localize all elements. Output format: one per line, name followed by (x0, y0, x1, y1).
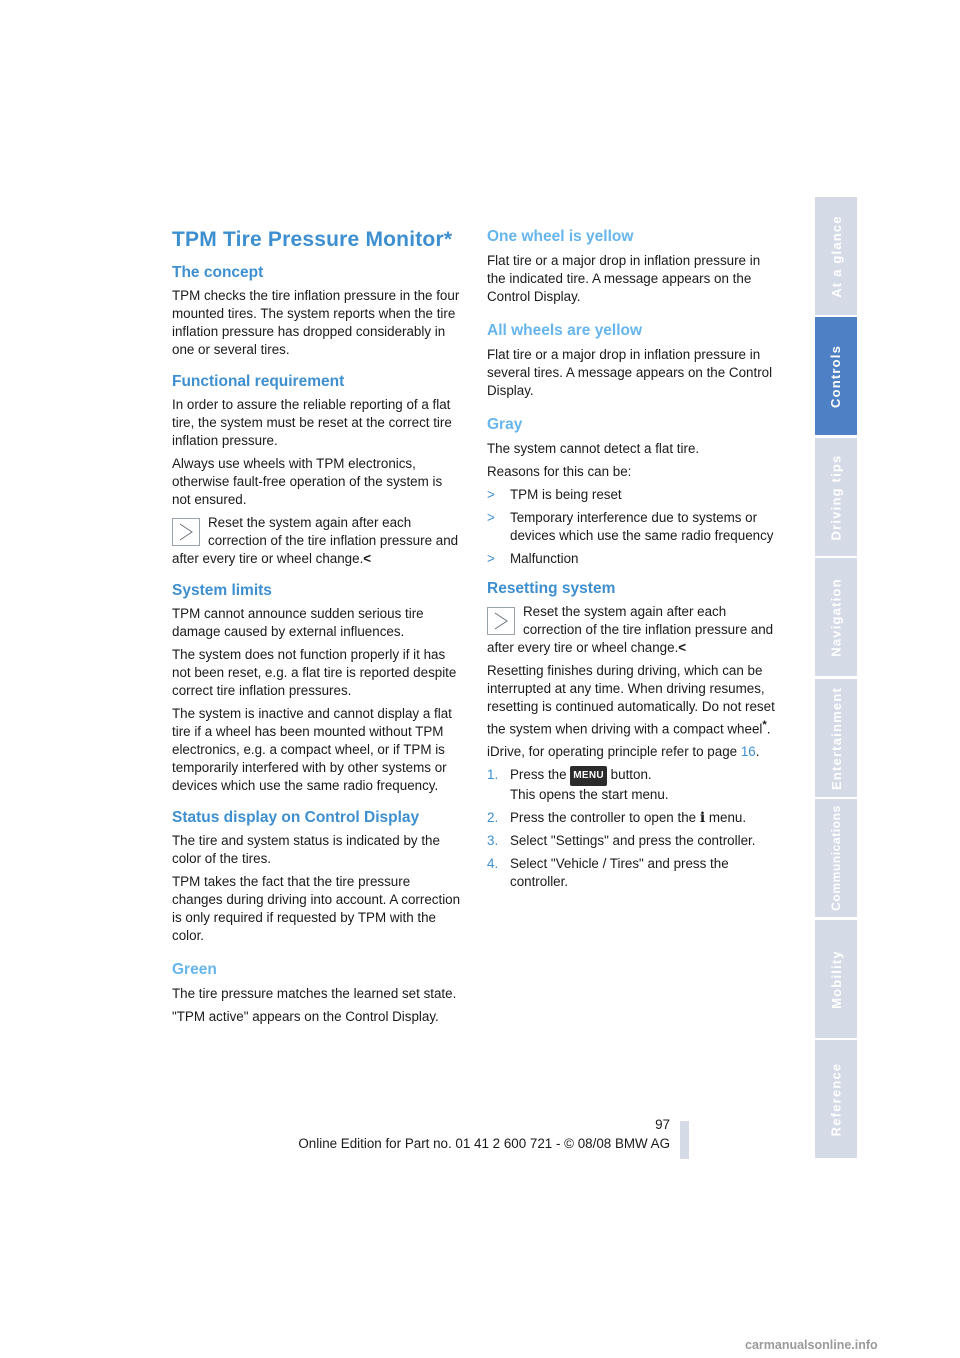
functional-note-text: Reset the system again after each correction of the tire inflation pressure and after every tire or wheel change. (172, 515, 459, 566)
tab-driving-tips[interactable]: Driving tips (815, 438, 857, 556)
gray-paragraph-1: The system cannot detect a flat tire. (487, 441, 700, 456)
idrive-reference: iDrive, for operating principle refer to page 16. (487, 744, 760, 760)
right-column (487, 228, 779, 896)
concept-text: TPM checks the tire inflation pressure in the four mounted tires. The system reports when the tire inflation pressure has dropped considerably in one or several tires. (172, 288, 460, 357)
tab-communications[interactable]: Communications (815, 799, 857, 917)
reset-note-text: Reset the system again after each correction of the tire inflation pressure and after every tire or wheel change. (487, 604, 774, 655)
functional-note (172, 514, 464, 568)
one-yellow-text: Flat tire or a major drop in inflation pressure in the indicated tire. A message appears on the Control Display. (487, 253, 761, 304)
functional-paragraph-1: In order to assure the reliable reporting of a flat tire, the system must be reset at the correct tire inflation pressure. (172, 397, 452, 448)
bullet-marker: > (487, 551, 495, 566)
one-yellow-heading: One wheel is yellow (487, 228, 634, 245)
bullet-marker: > (487, 510, 495, 525)
info-icon: i (699, 810, 706, 827)
optional-equipment-star: * (762, 719, 767, 731)
reset-steps (487, 766, 779, 891)
all-yellow-heading: All wheels are yellow (487, 322, 643, 339)
tab-navigation[interactable]: Navigation (815, 558, 857, 676)
left-column (172, 228, 464, 1031)
watermark: carmanualsonline.info (745, 1338, 878, 1352)
step-item: 4. Select "Vehicle / Tires" and press the controller. (487, 856, 729, 890)
green-heading: Green (172, 961, 217, 978)
reset-heading: Resetting system (487, 580, 616, 597)
reset-note (487, 603, 779, 657)
note-arrow-icon (172, 518, 200, 546)
footer-bar (680, 1121, 689, 1159)
footer-text: Online Edition for Part no. 01 41 2 600 721 - © 08/08 BMW AG (298, 1136, 670, 1151)
status-heading: Status display on Control Display (172, 809, 420, 826)
list-item: > Temporary interference due to systems or devices which use the same radio frequency (487, 510, 774, 543)
limits-heading: System limits (172, 582, 272, 599)
all-yellow-text: Flat tire or a major drop in inflation pressure in several tires. A message appears on the Control Display. (487, 347, 773, 398)
list-item: > Malfunction (487, 551, 579, 566)
page-title: TPM Tire Pressure Monitor* (172, 228, 453, 251)
green-paragraph-1: The tire pressure matches the learned set state. (172, 986, 457, 1001)
page-link[interactable]: 16 (740, 744, 756, 760)
functional-heading: Functional requirement (172, 373, 345, 390)
tab-controls[interactable]: Controls (815, 317, 857, 435)
list-item: > TPM is being reset (487, 487, 622, 502)
step-item: 1. Press the MENU button. This opens the start menu. (487, 767, 669, 803)
reset-paragraph: Resetting finishes during driving, which can be interrupted at any time. When driving resumes, resetting is continued automatically. Do not reset the system when driving with a compact wheel*. (487, 663, 775, 737)
step-item: 2. Press the controller to open the i menu. (487, 810, 747, 827)
note-end-mark: < (363, 551, 372, 566)
menu-button-icon: MENU (570, 766, 607, 786)
page-number: 97 (655, 1117, 670, 1132)
step-item: 3. Select "Settings" and press the controller. (487, 833, 756, 849)
tab-entertainment[interactable]: Entertainment (815, 679, 857, 797)
green-paragraph-2: "TPM active" appears on the Control Display. (172, 1009, 439, 1024)
gray-heading: Gray (487, 416, 523, 433)
tab-at-a-glance[interactable]: At a glance (815, 197, 857, 315)
note-arrow-icon (487, 607, 515, 635)
note-end-mark: < (678, 640, 687, 655)
status-paragraph-2: TPM takes the fact that the tire pressure changes during driving into account. A correction is only required if requested by TPM with the color. (172, 874, 461, 943)
chapter-sidebar (815, 197, 857, 1161)
limits-paragraph-2: The system does not function properly if it has not been reset, e.g. a flat tire is reported despite correct tire inflation pressures. (172, 647, 457, 698)
functional-paragraph-2: Always use wheels with TPM electronics, otherwise fault-free operation of the system is not ensured. (172, 456, 443, 507)
gray-reasons-list (487, 486, 779, 568)
tab-reference[interactable]: Reference (815, 1040, 857, 1158)
gray-paragraph-2: Reasons for this can be: (487, 464, 632, 479)
limits-paragraph-1: TPM cannot announce sudden serious tire damage caused by external influences. (172, 606, 424, 639)
optional-equipment-star: * (443, 228, 453, 251)
tab-mobility[interactable]: Mobility (815, 920, 857, 1038)
limits-paragraph-3: The system is inactive and cannot display a flat tire if a wheel has been mounted without TPM electronics, e.g. a compact wheel, or if TPM is temporarily interfered with by other systems or devices which use the same radio frequency. (172, 706, 452, 793)
concept-heading: The concept (172, 264, 264, 281)
status-paragraph-1: The tire and system status is indicated by the color of the tires. (172, 833, 440, 866)
bullet-marker: > (487, 487, 495, 502)
